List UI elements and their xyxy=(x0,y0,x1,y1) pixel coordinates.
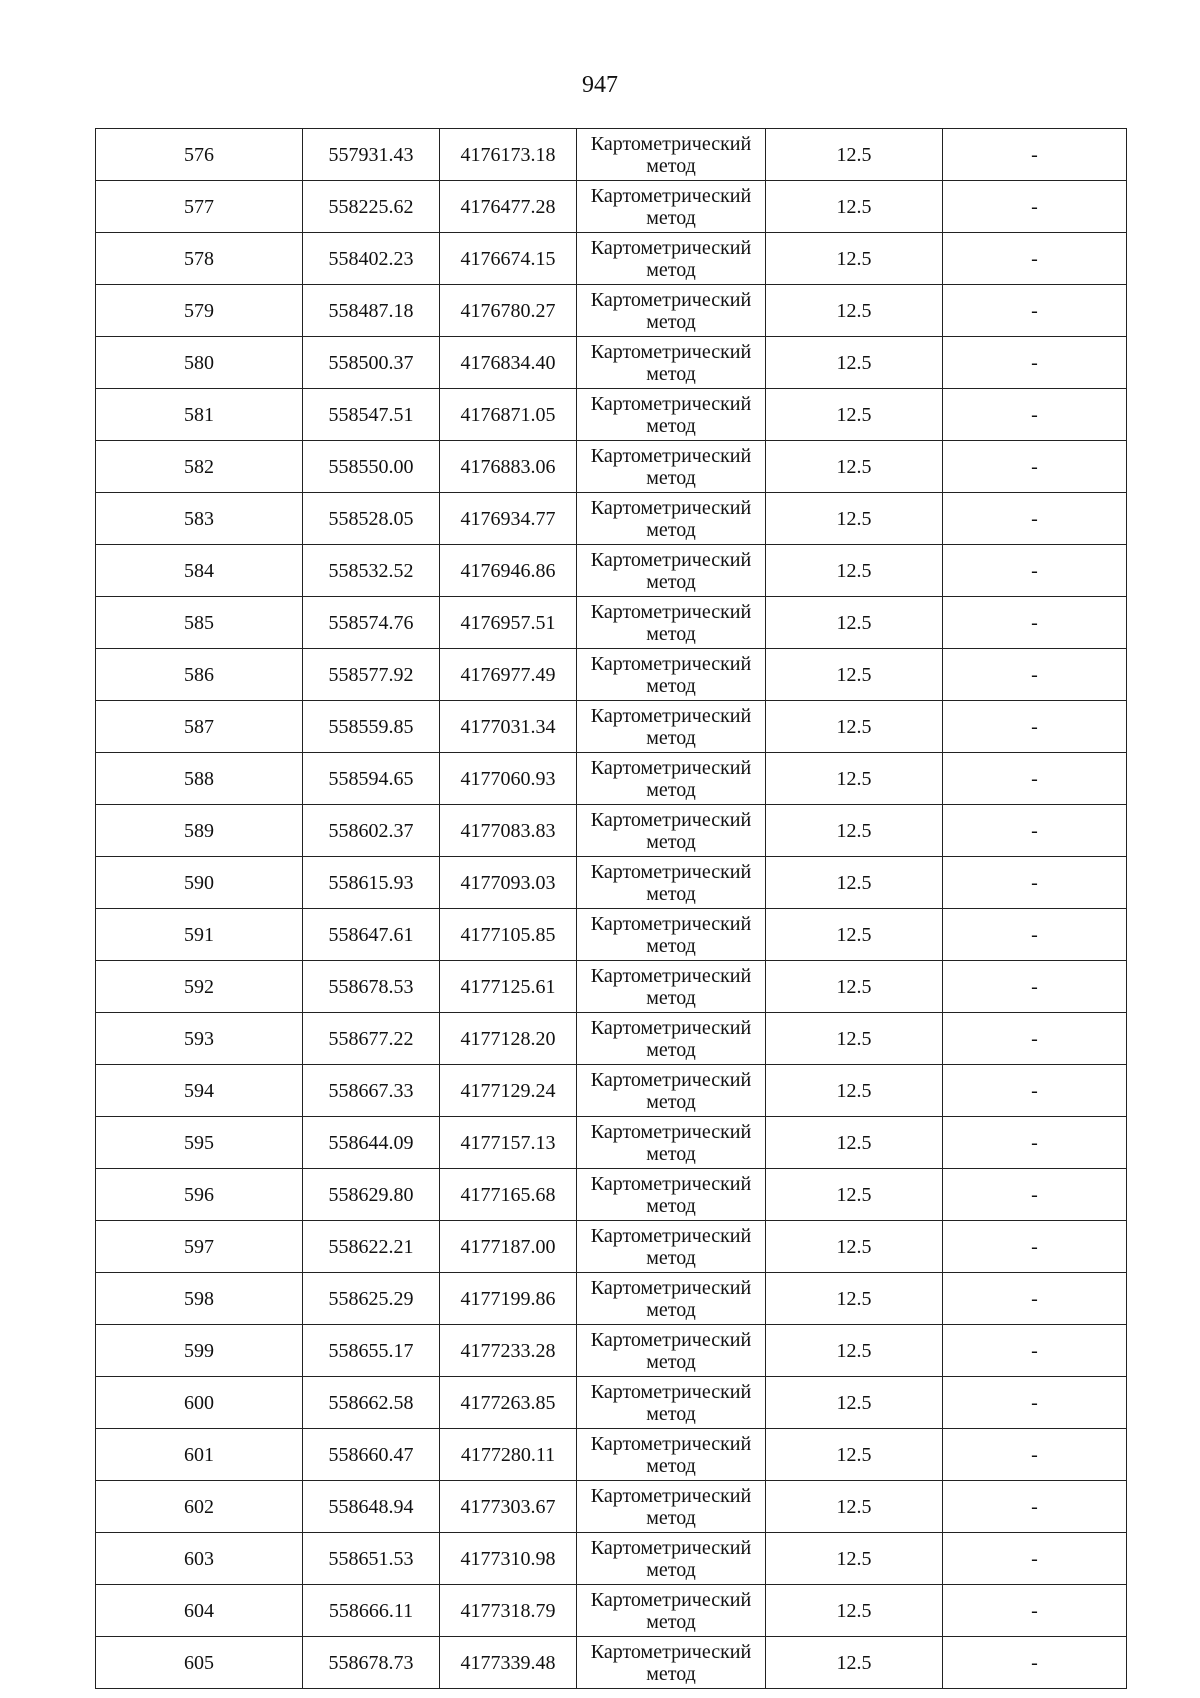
method-line-1: Картометрический xyxy=(590,393,752,415)
table-row xyxy=(96,1429,1127,1481)
table-row xyxy=(96,1169,1127,1221)
method-line-2: метод xyxy=(646,1091,696,1113)
note-cell: - xyxy=(943,961,1127,1013)
note-cell: - xyxy=(943,1273,1127,1325)
point-number-cell: 584 xyxy=(96,545,303,597)
note-cell: - xyxy=(943,545,1127,597)
method-line-1: Картометрический xyxy=(590,1069,752,1091)
y-coordinate-cell: 4177303.67 xyxy=(440,1481,577,1533)
x-coordinate-cell: 557931.43 xyxy=(303,129,440,181)
accuracy-cell: 12.5 xyxy=(766,389,943,441)
accuracy-cell: 12.5 xyxy=(766,1117,943,1169)
x-coordinate-cell: 558547.51 xyxy=(303,389,440,441)
accuracy-cell: 12.5 xyxy=(766,493,943,545)
y-coordinate-cell: 4176946.86 xyxy=(440,545,577,597)
method-line-2: метод xyxy=(646,1663,696,1685)
x-coordinate-cell: 558559.85 xyxy=(303,701,440,753)
accuracy-cell: 12.5 xyxy=(766,805,943,857)
point-number-cell: 591 xyxy=(96,909,303,961)
method-cell xyxy=(577,597,766,649)
x-coordinate-cell: 558574.76 xyxy=(303,597,440,649)
method-line-2: метод xyxy=(646,779,696,801)
table-row xyxy=(96,1013,1127,1065)
method-line-2: метод xyxy=(646,1039,696,1061)
accuracy-cell: 12.5 xyxy=(766,1169,943,1221)
x-coordinate-cell: 558678.53 xyxy=(303,961,440,1013)
method-cell xyxy=(577,545,766,597)
note-cell: - xyxy=(943,1429,1127,1481)
accuracy-cell: 12.5 xyxy=(766,701,943,753)
method-cell xyxy=(577,1065,766,1117)
method-line-1: Картометрический xyxy=(590,1225,752,1247)
y-coordinate-cell: 4177157.13 xyxy=(440,1117,577,1169)
method-line-2: метод xyxy=(646,1143,696,1165)
y-coordinate-cell: 4177280.11 xyxy=(440,1429,577,1481)
accuracy-cell: 12.5 xyxy=(766,1013,943,1065)
table-row xyxy=(96,1273,1127,1325)
method-line-2: метод xyxy=(646,883,696,905)
method-line-1: Картометрический xyxy=(590,1537,752,1559)
y-coordinate-cell: 4177093.03 xyxy=(440,857,577,909)
method-cell xyxy=(577,441,766,493)
method-line-2: метод xyxy=(646,415,696,437)
method-cell xyxy=(577,129,766,181)
table-row xyxy=(96,129,1127,181)
method-line-2: метод xyxy=(646,1351,696,1373)
point-number-cell: 596 xyxy=(96,1169,303,1221)
method-line-1: Картометрический xyxy=(590,237,752,259)
point-number-cell: 588 xyxy=(96,753,303,805)
method-line-2: метод xyxy=(646,311,696,333)
method-line-1: Картометрический xyxy=(590,1277,752,1299)
method-cell xyxy=(577,493,766,545)
note-cell: - xyxy=(943,129,1127,181)
y-coordinate-cell: 4176957.51 xyxy=(440,597,577,649)
method-line-2: метод xyxy=(646,155,696,177)
method-cell xyxy=(577,181,766,233)
method-line-2: метод xyxy=(646,207,696,229)
note-cell: - xyxy=(943,1013,1127,1065)
x-coordinate-cell: 558648.94 xyxy=(303,1481,440,1533)
x-coordinate-cell: 558655.17 xyxy=(303,1325,440,1377)
x-coordinate-cell: 558577.92 xyxy=(303,649,440,701)
point-number-cell: 603 xyxy=(96,1533,303,1585)
table-row xyxy=(96,961,1127,1013)
note-cell: - xyxy=(943,701,1127,753)
table-row xyxy=(96,337,1127,389)
method-cell xyxy=(577,337,766,389)
note-cell: - xyxy=(943,1065,1127,1117)
y-coordinate-cell: 4176871.05 xyxy=(440,389,577,441)
y-coordinate-cell: 4177128.20 xyxy=(440,1013,577,1065)
y-coordinate-cell: 4177233.28 xyxy=(440,1325,577,1377)
method-cell xyxy=(577,857,766,909)
y-coordinate-cell: 4176834.40 xyxy=(440,337,577,389)
method-cell xyxy=(577,1325,766,1377)
x-coordinate-cell: 558532.52 xyxy=(303,545,440,597)
note-cell: - xyxy=(943,597,1127,649)
note-cell: - xyxy=(943,441,1127,493)
accuracy-cell: 12.5 xyxy=(766,597,943,649)
accuracy-cell: 12.5 xyxy=(766,961,943,1013)
note-cell: - xyxy=(943,181,1127,233)
accuracy-cell: 12.5 xyxy=(766,129,943,181)
note-cell: - xyxy=(943,805,1127,857)
method-line-1: Картометрический xyxy=(590,1433,752,1455)
point-number-cell: 590 xyxy=(96,857,303,909)
point-number-cell: 583 xyxy=(96,493,303,545)
point-number-cell: 576 xyxy=(96,129,303,181)
method-cell xyxy=(577,1429,766,1481)
method-line-2: метод xyxy=(646,1299,696,1321)
method-line-1: Картометрический xyxy=(590,289,752,311)
method-line-2: метод xyxy=(646,935,696,957)
x-coordinate-cell: 558622.21 xyxy=(303,1221,440,1273)
method-line-2: метод xyxy=(646,623,696,645)
note-cell: - xyxy=(943,285,1127,337)
method-line-2: метод xyxy=(646,1559,696,1581)
method-line-1: Картометрический xyxy=(590,1485,752,1507)
method-cell xyxy=(577,1481,766,1533)
point-number-cell: 577 xyxy=(96,181,303,233)
method-line-1: Картометрический xyxy=(590,809,752,831)
method-line-1: Картометрический xyxy=(590,549,752,571)
method-line-2: метод xyxy=(646,987,696,1009)
method-line-1: Картометрический xyxy=(590,1017,752,1039)
note-cell: - xyxy=(943,1585,1127,1637)
method-line-2: метод xyxy=(646,831,696,853)
method-line-2: метод xyxy=(646,259,696,281)
table-row xyxy=(96,389,1127,441)
table-row xyxy=(96,1325,1127,1377)
accuracy-cell: 12.5 xyxy=(766,337,943,389)
y-coordinate-cell: 4177310.98 xyxy=(440,1533,577,1585)
x-coordinate-cell: 558651.53 xyxy=(303,1533,440,1585)
table-row xyxy=(96,1533,1127,1585)
note-cell: - xyxy=(943,857,1127,909)
point-number-cell: 582 xyxy=(96,441,303,493)
method-line-2: метод xyxy=(646,467,696,489)
x-coordinate-cell: 558550.00 xyxy=(303,441,440,493)
page-number: 947 xyxy=(582,72,618,98)
note-cell: - xyxy=(943,1117,1127,1169)
point-number-cell: 599 xyxy=(96,1325,303,1377)
accuracy-cell: 12.5 xyxy=(766,1481,943,1533)
method-line-1: Картометрический xyxy=(590,1173,752,1195)
method-cell xyxy=(577,285,766,337)
note-cell: - xyxy=(943,337,1127,389)
method-line-2: метод xyxy=(646,1507,696,1529)
accuracy-cell: 12.5 xyxy=(766,181,943,233)
method-cell xyxy=(577,1637,766,1689)
method-cell xyxy=(577,961,766,1013)
table-row xyxy=(96,1377,1127,1429)
table-row xyxy=(96,441,1127,493)
accuracy-cell: 12.5 xyxy=(766,545,943,597)
table-row xyxy=(96,909,1127,961)
x-coordinate-cell: 558660.47 xyxy=(303,1429,440,1481)
y-coordinate-cell: 4177339.48 xyxy=(440,1637,577,1689)
y-coordinate-cell: 4176977.49 xyxy=(440,649,577,701)
table-row xyxy=(96,285,1127,337)
y-coordinate-cell: 4177105.85 xyxy=(440,909,577,961)
x-coordinate-cell: 558678.73 xyxy=(303,1637,440,1689)
y-coordinate-cell: 4177083.83 xyxy=(440,805,577,857)
method-cell xyxy=(577,1585,766,1637)
method-cell xyxy=(577,1013,766,1065)
table-row xyxy=(96,545,1127,597)
note-cell: - xyxy=(943,1637,1127,1689)
y-coordinate-cell: 4177318.79 xyxy=(440,1585,577,1637)
accuracy-cell: 12.5 xyxy=(766,753,943,805)
method-line-1: Картометрический xyxy=(590,965,752,987)
method-cell xyxy=(577,753,766,805)
x-coordinate-cell: 558662.58 xyxy=(303,1377,440,1429)
method-cell xyxy=(577,805,766,857)
accuracy-cell: 12.5 xyxy=(766,233,943,285)
coordinates-table xyxy=(95,128,1127,1689)
point-number-cell: 581 xyxy=(96,389,303,441)
method-line-2: метод xyxy=(646,1455,696,1477)
point-number-cell: 595 xyxy=(96,1117,303,1169)
table-row xyxy=(96,233,1127,285)
note-cell: - xyxy=(943,1325,1127,1377)
accuracy-cell: 12.5 xyxy=(766,909,943,961)
point-number-cell: 600 xyxy=(96,1377,303,1429)
method-line-1: Картометрический xyxy=(590,497,752,519)
method-cell xyxy=(577,649,766,701)
method-line-1: Картометрический xyxy=(590,1589,752,1611)
method-cell xyxy=(577,1117,766,1169)
coordinates-table-body xyxy=(96,129,1127,1689)
note-cell: - xyxy=(943,649,1127,701)
method-line-2: метод xyxy=(646,1247,696,1269)
method-line-2: метод xyxy=(646,1403,696,1425)
method-line-2: метод xyxy=(646,571,696,593)
method-cell xyxy=(577,1533,766,1585)
accuracy-cell: 12.5 xyxy=(766,649,943,701)
x-coordinate-cell: 558528.05 xyxy=(303,493,440,545)
method-line-1: Картометрический xyxy=(590,341,752,363)
method-line-1: Картометрический xyxy=(590,861,752,883)
method-line-2: метод xyxy=(646,727,696,749)
method-line-1: Картометрический xyxy=(590,913,752,935)
method-line-1: Картометрический xyxy=(590,601,752,623)
x-coordinate-cell: 558644.09 xyxy=(303,1117,440,1169)
method-cell xyxy=(577,909,766,961)
y-coordinate-cell: 4176780.27 xyxy=(440,285,577,337)
y-coordinate-cell: 4177125.61 xyxy=(440,961,577,1013)
method-line-1: Картометрический xyxy=(590,133,752,155)
note-cell: - xyxy=(943,1377,1127,1429)
method-line-2: метод xyxy=(646,1611,696,1633)
method-cell xyxy=(577,1273,766,1325)
table-row xyxy=(96,1221,1127,1273)
y-coordinate-cell: 4177165.68 xyxy=(440,1169,577,1221)
accuracy-cell: 12.5 xyxy=(766,1273,943,1325)
note-cell: - xyxy=(943,1481,1127,1533)
y-coordinate-cell: 4177129.24 xyxy=(440,1065,577,1117)
point-number-cell: 604 xyxy=(96,1585,303,1637)
method-cell xyxy=(577,1377,766,1429)
x-coordinate-cell: 558402.23 xyxy=(303,233,440,285)
table-row xyxy=(96,701,1127,753)
y-coordinate-cell: 4176883.06 xyxy=(440,441,577,493)
point-number-cell: 597 xyxy=(96,1221,303,1273)
method-line-2: метод xyxy=(646,363,696,385)
point-number-cell: 579 xyxy=(96,285,303,337)
point-number-cell: 586 xyxy=(96,649,303,701)
table-row xyxy=(96,493,1127,545)
accuracy-cell: 12.5 xyxy=(766,285,943,337)
method-cell xyxy=(577,701,766,753)
y-coordinate-cell: 4176674.15 xyxy=(440,233,577,285)
method-line-1: Картометрический xyxy=(590,1329,752,1351)
note-cell: - xyxy=(943,753,1127,805)
x-coordinate-cell: 558602.37 xyxy=(303,805,440,857)
method-line-1: Картометрический xyxy=(590,1381,752,1403)
table-row xyxy=(96,649,1127,701)
accuracy-cell: 12.5 xyxy=(766,1533,943,1585)
method-line-1: Картометрический xyxy=(590,445,752,467)
method-line-1: Картометрический xyxy=(590,653,752,675)
y-coordinate-cell: 4176477.28 xyxy=(440,181,577,233)
method-cell xyxy=(577,233,766,285)
method-line-1: Картометрический xyxy=(590,757,752,779)
table-row xyxy=(96,857,1127,909)
y-coordinate-cell: 4176173.18 xyxy=(440,129,577,181)
y-coordinate-cell: 4177031.34 xyxy=(440,701,577,753)
point-number-cell: 589 xyxy=(96,805,303,857)
point-number-cell: 585 xyxy=(96,597,303,649)
point-number-cell: 578 xyxy=(96,233,303,285)
accuracy-cell: 12.5 xyxy=(766,1065,943,1117)
point-number-cell: 601 xyxy=(96,1429,303,1481)
table-row xyxy=(96,805,1127,857)
accuracy-cell: 12.5 xyxy=(766,1377,943,1429)
point-number-cell: 593 xyxy=(96,1013,303,1065)
table-row xyxy=(96,181,1127,233)
point-number-cell: 605 xyxy=(96,1637,303,1689)
note-cell: - xyxy=(943,1533,1127,1585)
method-line-2: метод xyxy=(646,675,696,697)
method-line-1: Картометрический xyxy=(590,1641,752,1663)
y-coordinate-cell: 4177199.86 xyxy=(440,1273,577,1325)
accuracy-cell: 12.5 xyxy=(766,1637,943,1689)
x-coordinate-cell: 558500.37 xyxy=(303,337,440,389)
accuracy-cell: 12.5 xyxy=(766,1585,943,1637)
x-coordinate-cell: 558487.18 xyxy=(303,285,440,337)
accuracy-cell: 12.5 xyxy=(766,1325,943,1377)
x-coordinate-cell: 558666.11 xyxy=(303,1585,440,1637)
y-coordinate-cell: 4177060.93 xyxy=(440,753,577,805)
note-cell: - xyxy=(943,493,1127,545)
x-coordinate-cell: 558629.80 xyxy=(303,1169,440,1221)
table-row xyxy=(96,1117,1127,1169)
point-number-cell: 594 xyxy=(96,1065,303,1117)
point-number-cell: 587 xyxy=(96,701,303,753)
x-coordinate-cell: 558647.61 xyxy=(303,909,440,961)
method-line-1: Картометрический xyxy=(590,185,752,207)
table-row xyxy=(96,1481,1127,1533)
method-cell xyxy=(577,1221,766,1273)
y-coordinate-cell: 4177187.00 xyxy=(440,1221,577,1273)
accuracy-cell: 12.5 xyxy=(766,1429,943,1481)
table-row xyxy=(96,753,1127,805)
accuracy-cell: 12.5 xyxy=(766,857,943,909)
method-line-1: Картометрический xyxy=(590,705,752,727)
note-cell: - xyxy=(943,1221,1127,1273)
y-coordinate-cell: 4177263.85 xyxy=(440,1377,577,1429)
x-coordinate-cell: 558677.22 xyxy=(303,1013,440,1065)
x-coordinate-cell: 558615.93 xyxy=(303,857,440,909)
note-cell: - xyxy=(943,1169,1127,1221)
method-cell xyxy=(577,1169,766,1221)
note-cell: - xyxy=(943,909,1127,961)
note-cell: - xyxy=(943,389,1127,441)
note-cell: - xyxy=(943,233,1127,285)
x-coordinate-cell: 558667.33 xyxy=(303,1065,440,1117)
x-coordinate-cell: 558625.29 xyxy=(303,1273,440,1325)
method-cell xyxy=(577,389,766,441)
table-row xyxy=(96,1065,1127,1117)
accuracy-cell: 12.5 xyxy=(766,1221,943,1273)
method-line-2: метод xyxy=(646,1195,696,1217)
method-line-2: метод xyxy=(646,519,696,541)
x-coordinate-cell: 558225.62 xyxy=(303,181,440,233)
point-number-cell: 592 xyxy=(96,961,303,1013)
table-row xyxy=(96,1585,1127,1637)
point-number-cell: 598 xyxy=(96,1273,303,1325)
table-row xyxy=(96,1637,1127,1689)
table-row xyxy=(96,597,1127,649)
point-number-cell: 580 xyxy=(96,337,303,389)
method-line-1: Картометрический xyxy=(590,1121,752,1143)
point-number-cell: 602 xyxy=(96,1481,303,1533)
y-coordinate-cell: 4176934.77 xyxy=(440,493,577,545)
x-coordinate-cell: 558594.65 xyxy=(303,753,440,805)
accuracy-cell: 12.5 xyxy=(766,441,943,493)
